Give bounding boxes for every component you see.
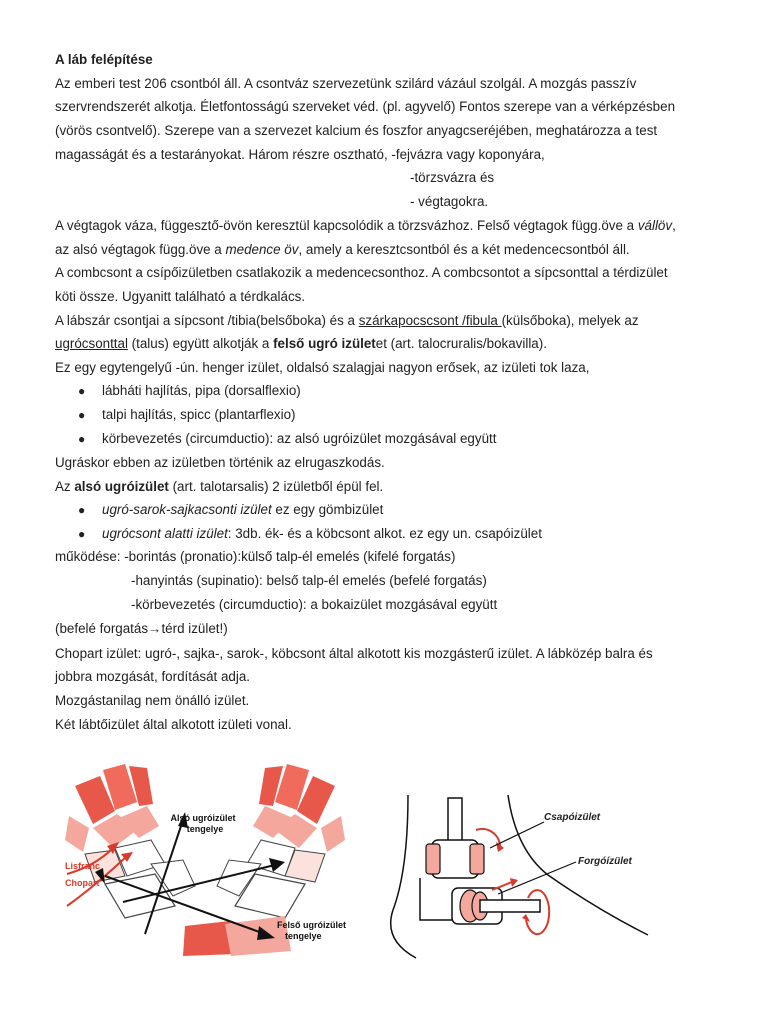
shin-line-1-text: A lábszár csontjai a sípcsont /tibia(belsőboka) és a [55,313,359,328]
shin-line-1-end: (külsőboka), melyek az [501,313,639,328]
fibula-term: szárkapocscsont /fibula [358,313,502,328]
function-line-2: -hanyintás (supinatio): belső talp-él emelés (befelé forgatás) [131,573,487,588]
talus-term: ugrócsonttal [55,336,128,351]
foot-bones-diagram [55,756,355,961]
lower-ankle-joint-term: alsó ugróizület [74,479,169,494]
leg-outline [391,795,648,958]
lower-bullet-1-term: ugró-sarok-sajkacsonti izület [102,502,272,517]
intro-line-3: (vörös csontvelő). Szerepe van a szervezet kalcium és foszfor anyagcseréjében, meghatározza a test [55,123,658,138]
heel-bones [183,916,291,956]
limbs-line-2-text: az alsó végtagok függ.öve a [55,242,226,257]
lisfranc-label: Lisfranc [65,861,101,871]
lower-bullet-2-text: : 3db. ék- és a köbcsont alkot. ez egy un. csapóizület [227,526,542,541]
intro-line-5: -törzsvázra és [410,170,495,185]
lower-joint-line [55,478,383,496]
limbs-line-1-text: A végtagok váza, függesztő-övön keresztül kapcsolódik a törzsvázhoz. Felső végtagok függ.öve a [55,218,638,233]
upper-bullet-2: talpi hajlítás, spicc (plantarflexio) [102,407,296,422]
medence-ov-term: medence öv [225,242,299,257]
lower-axis-label-2: tengelye [186,824,224,834]
limbs-line-2 [55,241,630,259]
chopart-line-2: jobbra mozgását, fordítását adja. [55,669,251,684]
chopart-line-4: Két lábtőizület által alkotott izületi vonal. [55,717,292,732]
chopart-label: Chopart [65,878,100,888]
limbs-line-2-end: , amely a keresztcsontból és a két medencecsontból áll. [298,242,630,257]
bullet-dot: ● [78,408,86,422]
lower-joint-text: Az [55,479,75,494]
knee-note: (befelé forgatás→térd izület!) [55,621,228,636]
jump-line: Ugráskor ebben az izületben történik az elrugaszkodás. [55,455,385,470]
shin-line-2 [55,335,547,353]
upper-axis-label-2: tengelye [285,931,322,941]
lower-bullet-1 [102,501,383,519]
lower-bullet-2 [102,525,542,543]
pivot-joint-label: Forgóízület [578,856,632,867]
chopart-line-1: Chopart izület: ugró-, sajka-, sarok-, köbcsont által alkotott kis mozgásterű izület. A lábközép balra és [55,646,653,661]
bullet-dot: ● [78,527,86,541]
lower-bullet-2-term: ugrócsont alatti izület [102,526,228,541]
chopart-line-3: Mozgástanilag nem önálló izület. [55,693,250,708]
upper-ankle-joint-term: felső ugró izület [273,336,376,351]
function-line-3: -körbevezetés (circumductio): a bokaizület mozgásával együtt [131,597,498,612]
limbs-line-1 [55,217,676,235]
right-foot-skeleton [217,764,345,918]
page-title: A láb felépítése [55,52,153,67]
label-pointers [490,822,576,894]
shin-line-2-end: et (art. talocruralis/bokavilla). [375,336,547,351]
upper-axis-label-1: Felső ugróizület [277,920,347,930]
shin-line-2-text: (talus) együtt alkotják a [127,336,274,351]
intro-line-6: - végtagokra. [410,194,489,209]
upper-bullet-1: lábháti hajlítás, pipa (dorsalflexio) [102,383,301,398]
upper-joint-intro: Ez egy egytengelyű -ún. henger izület, oldalsó szalagjai nagyon erősek, az izületi tok laza, [55,360,590,375]
bullet-dot: ● [78,384,86,398]
upper-bullet-3: körbevezetés (circumductio): az alsó ugróizület mozgásával együtt [102,431,497,446]
function-line-1: működése: -borintás (pronatio):külső talp-él emelés (kifelé forgatás) [55,549,456,564]
intro-line-2: szervrendszerét alkotja. Életfontosságú szerveket véd. (pl. agyvelő) Fontos szerepe van a vérképzésben [55,99,676,114]
shin-line-1 [55,312,639,330]
bullet-dot: ● [78,432,86,446]
lower-bullet-1-text: ez egy gömbizület [271,502,384,517]
femur-line-2: köti össze. Ugyanitt található a térdkalács. [55,289,306,304]
lower-axis-label-1: Alsó ugróizület [170,813,236,823]
bullet-dot: ● [78,503,86,517]
hinge-joint-label: Csapóizület [544,812,601,823]
femur-line-1: A combcsont a csípőizületben csatlakozik a medencecsonthoz. A combcsontot a sípcsonttal a térdizület [55,265,668,280]
lower-joint-end: (art. talotarsalis) 2 izületből épül fel. [168,479,384,494]
limbs-line-1-end: , [672,218,676,233]
vallov-term: vállöv [637,218,673,233]
intro-line-1: Az emberi test 206 csontból áll. A csontváz szervezetünk szilárd vázául szolgál. A mozgás passzív [55,76,637,91]
joint-types-diagram [368,790,653,960]
intro-line-4: magasságát és a testarányokat. Három részre osztható, -fejvázra vagy koponyára, [55,147,545,162]
